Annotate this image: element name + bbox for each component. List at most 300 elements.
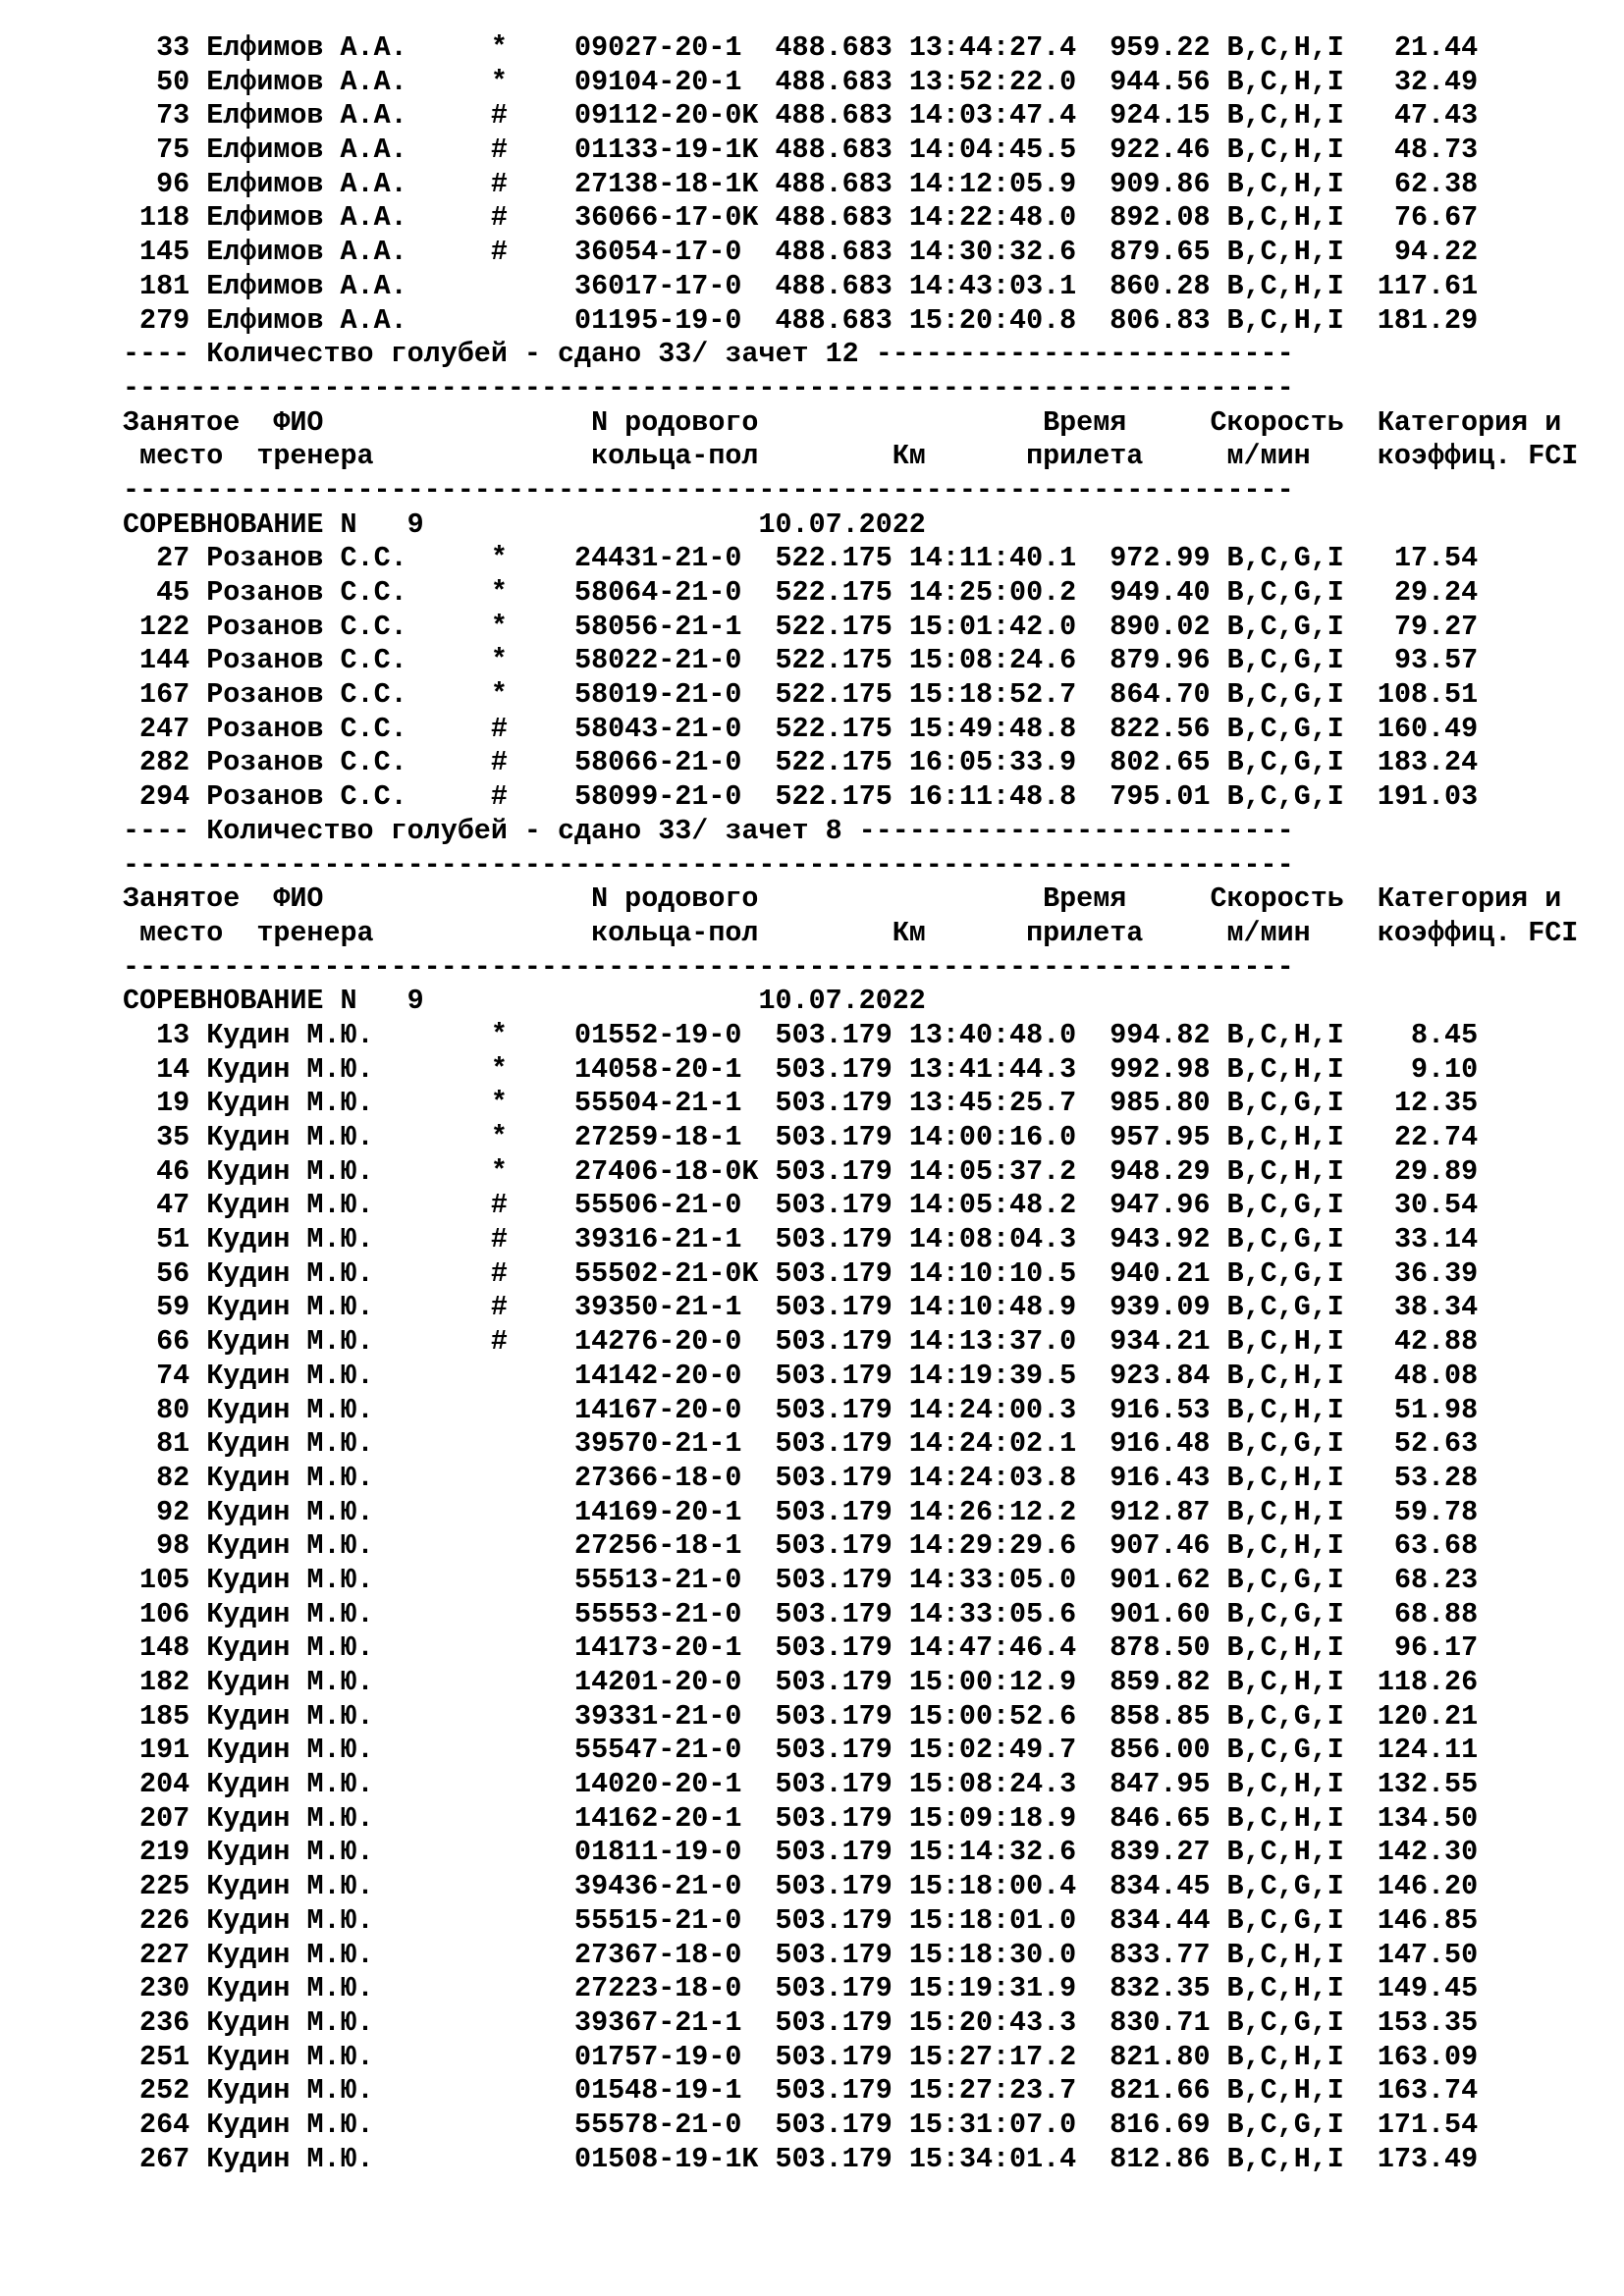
result-row [123,713,1578,747]
arrival-time: 14:11:40.1 [908,542,1077,575]
result-row [123,270,1578,304]
fci-coefficient: 68.88 [1393,1597,1479,1630]
speed: 939.09 [1110,1291,1211,1324]
mark: # [490,1223,508,1256]
arrival-time: 15:18:30.0 [908,1938,1077,1971]
arrival-time: 13:40:48.0 [908,1018,1077,1051]
arrival-time: 15:00:52.6 [908,1699,1077,1733]
trainer-name: Кудин М.Ю. [206,1223,374,1256]
mark: # [490,99,508,133]
speed: 846.65 [1110,1801,1211,1835]
result-row [123,1870,1578,1904]
speed: 839.27 [1110,1836,1211,1869]
distance-km: 503.179 [775,1938,893,1971]
speed: 985.80 [1110,1087,1211,1120]
competition-label: СОРЕВНОВАНИЕ N [123,985,357,1018]
fci-coefficient: 132.55 [1377,1768,1479,1801]
place: 35 [156,1121,190,1153]
column-header: N родового [591,882,759,916]
trainer-name: Кудин М.Ю. [206,1256,374,1290]
trainer-name: Кудин М.Ю. [206,1154,374,1188]
speed: 821.66 [1110,2074,1211,2108]
category: B,C,H,I [1226,1325,1344,1359]
distance-km: 503.179 [775,1734,893,1767]
result-row [123,99,1578,133]
fci-coefficient: 118.26 [1377,1666,1479,1698]
mark: * [490,1052,508,1086]
trainer-name: Кудин М.Ю. [206,1087,374,1120]
fci-coefficient: 21.44 [1393,31,1479,64]
fci-coefficient: 163.74 [1377,2074,1479,2108]
header-line-2 [123,440,1578,474]
place: 106 [139,1597,190,1630]
category: B,C,H,I [1226,1052,1344,1086]
mark: * [490,65,508,98]
speed: 940.21 [1110,1256,1211,1290]
column-header: Время [1043,882,1127,916]
place: 251 [139,2040,190,2073]
result-row [123,201,1578,236]
arrival-time: 15:27:17.2 [908,2040,1077,2073]
ring-number: 14142-20-0 [574,1359,742,1392]
fci-coefficient: 117.61 [1377,269,1479,302]
trainer-name: Елфимов А.А. [206,31,407,64]
distance-km: 503.179 [775,1325,893,1359]
arrival-time: 13:45:25.7 [908,1087,1077,1120]
mark: # [490,201,508,235]
arrival-time: 14:25:00.2 [908,576,1077,609]
distance-km: 503.179 [775,1903,893,1937]
mark: # [490,1291,508,1324]
place: 267 [139,2142,190,2175]
distance-km: 503.179 [775,2108,893,2141]
category: B,C,H,I [1226,1836,1344,1869]
category: B,C,G,I [1226,712,1344,745]
place: 191 [139,1734,190,1767]
arrival-time: 15:00:12.9 [908,1666,1077,1698]
fci-coefficient: 33.14 [1393,1223,1479,1256]
ring-number: 58099-21-0 [574,780,742,814]
result-row [123,2006,1578,2041]
trainer-name: Елфимов А.А. [206,201,407,235]
ring-number: 55506-21-0 [574,1189,742,1222]
category: B,C,H,I [1226,1121,1344,1153]
place: 81 [156,1427,190,1461]
category: B,C,G,I [1226,1903,1344,1937]
ring-number: 27138-18-1K [574,167,759,200]
arrival-time: 14:33:05.0 [908,1563,1077,1596]
result-row [123,1768,1578,1802]
distance-km: 503.179 [775,1427,893,1461]
result-row [123,746,1578,780]
fci-coefficient: 9.10 [1410,1052,1479,1086]
ring-number: 55515-21-0 [574,1903,742,1937]
column-header: FCI [1528,440,1579,473]
ring-number: 14167-20-0 [574,1393,742,1426]
category: B,C,H,I [1226,1018,1344,1051]
speed: 879.96 [1110,644,1211,677]
mark: * [490,1087,508,1120]
category: B,C,H,I [1226,1768,1344,1801]
speed: 795.01 [1110,780,1211,814]
speed: 924.15 [1110,99,1211,133]
place: 59 [156,1291,190,1324]
arrival-time: 15:20:40.8 [908,303,1077,337]
fci-coefficient: 62.38 [1393,167,1479,200]
fci-coefficient: 181.29 [1377,303,1479,337]
mark: # [490,1325,508,1359]
fci-coefficient: 17.54 [1393,542,1479,575]
arrival-time: 14:24:02.1 [908,1427,1077,1461]
speed: 994.82 [1110,1018,1211,1051]
place: 73 [156,99,190,133]
speed: 802.65 [1110,746,1211,779]
category: B,C,G,I [1226,2108,1344,2141]
distance-km: 522.175 [775,610,893,643]
place: 51 [156,1223,190,1256]
speed: 916.53 [1110,1393,1211,1426]
ring-number: 09112-20-0K [574,99,759,133]
speed: 879.65 [1110,236,1211,269]
result-row [123,1734,1578,1768]
distance-km: 503.179 [775,1052,893,1086]
distance-km: 503.179 [775,1223,893,1256]
fci-coefficient: 68.23 [1393,1563,1479,1596]
fci-coefficient: 48.08 [1393,1359,1479,1392]
column-header: N родового [591,405,759,439]
result-row [123,1631,1578,1666]
result-row [123,1904,1578,1939]
category: B,C,G,I [1226,1699,1344,1733]
category: B,C,G,I [1226,1189,1344,1222]
distance-km: 522.175 [775,576,893,609]
category: B,C,G,I [1226,678,1344,712]
place: 181 [139,269,190,302]
result-row [123,1257,1578,1292]
distance-km: 488.683 [775,303,893,337]
distance-km: 503.179 [775,1461,893,1494]
category: B,C,G,I [1226,1597,1344,1630]
trainer-name: Кудин М.Ю. [206,1325,374,1359]
place: 226 [139,1903,190,1937]
result-row [123,678,1578,713]
place: 225 [139,1870,190,1903]
mark: # [490,1189,508,1222]
category: B,C,H,I [1226,2040,1344,2073]
distance-km: 503.179 [775,1087,893,1120]
distance-km: 488.683 [775,99,893,133]
trainer-name: Розанов С.С. [206,678,407,712]
category: B,C,H,I [1226,1393,1344,1426]
category: B,C,H,I [1226,167,1344,200]
column-header: ФИО [273,405,324,439]
ring-number: 09027-20-1 [574,31,742,64]
speed: 806.83 [1110,303,1211,337]
result-row [123,611,1578,645]
summary-text: Количество голубей - сдано 33/ зачет 8 [189,814,859,847]
trainer-name: Кудин М.Ю. [206,1699,374,1733]
arrival-time: 14:19:39.5 [908,1359,1077,1392]
separator: ---------------------------------------------------------------------- [123,473,1294,507]
mark: # [490,1256,508,1290]
fci-coefficient: 142.30 [1377,1836,1479,1869]
fci-coefficient: 146.85 [1377,1903,1479,1937]
category: B,C,H,I [1226,99,1344,133]
speed: 830.71 [1110,2005,1211,2039]
category: B,C,H,I [1226,1529,1344,1563]
place: 264 [139,2108,190,2141]
arrival-time: 14:26:12.2 [908,1495,1077,1528]
ring-number: 01548-19-1 [574,2074,742,2108]
place: 75 [156,133,190,167]
fci-coefficient: 120.21 [1377,1699,1479,1733]
result-row [123,1394,1578,1428]
arrival-time: 15:18:00.4 [908,1870,1077,1903]
trainer-name: Кудин М.Ю. [206,2074,374,2108]
summary-line: ---- Количество голубей - сдано 33/ зачет 8 -------------------------- [123,814,1294,847]
fci-coefficient: 96.17 [1393,1631,1479,1665]
result-row [123,1121,1578,1155]
place: 45 [156,576,190,609]
category: B,C,G,I [1226,644,1344,677]
column-header: м/мин [1226,440,1311,473]
category: B,C,G,I [1226,576,1344,609]
ring-number: 01195-19-0 [574,303,742,337]
place: 230 [139,1972,190,2005]
fci-coefficient: 63.68 [1393,1529,1479,1563]
distance-km: 488.683 [775,167,893,200]
arrival-time: 14:03:47.4 [908,99,1077,133]
results-report [123,31,1578,2176]
category: B,C,G,I [1226,1427,1344,1461]
ring-number: 09104-20-1 [574,65,742,98]
distance-km: 503.179 [775,1597,893,1630]
result-row [123,1291,1578,1325]
speed: 822.56 [1110,712,1211,745]
ring-number: 14058-20-1 [574,1052,742,1086]
category: B,C,H,I [1226,133,1344,167]
speed: 834.44 [1110,1903,1211,1937]
arrival-time: 14:05:48.2 [908,1189,1077,1222]
ring-number: 01757-19-0 [574,2040,742,2073]
category: B,C,H,I [1226,2074,1344,2108]
speed: 864.70 [1110,678,1211,712]
ring-number: 27367-18-0 [574,1938,742,1971]
trainer-name: Кудин М.Ю. [206,1189,374,1222]
arrival-time: 14:04:45.5 [908,133,1077,167]
arrival-time: 14:30:32.6 [908,236,1077,269]
separator: ---------------------------------------------------------------------- [123,950,1294,984]
column-header: коэффиц. [1377,440,1512,473]
arrival-time: 14:24:03.8 [908,1461,1077,1494]
trainer-name: Розанов С.С. [206,780,407,814]
column-header: тренера [256,440,374,473]
arrival-time: 14:08:04.3 [908,1223,1077,1256]
speed: 912.87 [1110,1495,1211,1528]
category: B,C,G,I [1226,2005,1344,2039]
ring-number: 39350-21-1 [574,1291,742,1324]
place: 279 [139,303,190,337]
ring-number: 58043-21-0 [574,712,742,745]
speed: 922.46 [1110,133,1211,167]
header-line-1 [123,406,1578,441]
competition-line [123,985,1578,1019]
trainer-name: Кудин М.Ю. [206,2142,374,2175]
speed: 907.46 [1110,1529,1211,1563]
trainer-name: Кудин М.Ю. [206,1461,374,1494]
arrival-time: 15:08:24.6 [908,644,1077,677]
speed: 949.40 [1110,576,1211,609]
ring-number: 14173-20-1 [574,1631,742,1665]
category: B,C,G,I [1226,1734,1344,1767]
column-header: м/мин [1226,916,1311,949]
distance-km: 503.179 [775,1801,893,1835]
place: 227 [139,1938,190,1971]
competition-date: 10.07.2022 [758,507,926,541]
arrival-time: 15:18:01.0 [908,1903,1077,1937]
fci-coefficient: 146.20 [1377,1870,1479,1903]
result-row [123,1155,1578,1190]
mark: # [490,780,508,814]
fci-coefficient: 38.34 [1393,1291,1479,1324]
distance-km: 522.175 [775,712,893,745]
result-row [123,66,1578,100]
result-row [123,236,1578,270]
trainer-name: Кудин М.Ю. [206,1495,374,1528]
result-row [123,1802,1578,1837]
result-row [123,1666,1578,1700]
speed: 901.60 [1110,1597,1211,1630]
mark: * [490,542,508,575]
trainer-name: Кудин М.Ю. [206,2108,374,2141]
place: 247 [139,712,190,745]
column-header: тренера [256,916,374,949]
fci-coefficient: 29.89 [1393,1154,1479,1188]
mark: # [490,746,508,779]
trainer-name: Кудин М.Ю. [206,1836,374,1869]
result-row [123,1529,1578,1564]
speed: 943.92 [1110,1223,1211,1256]
ring-number: 01508-19-1K [574,2142,759,2175]
fci-coefficient: 108.51 [1377,678,1479,712]
fci-coefficient: 8.45 [1410,1018,1479,1051]
ring-number: 39316-21-1 [574,1223,742,1256]
ring-number: 39331-21-0 [574,1699,742,1733]
ring-number: 58056-21-1 [574,610,742,643]
result-row [123,780,1578,815]
fci-coefficient: 191.03 [1377,780,1479,814]
result-row [123,1427,1578,1462]
distance-km: 503.179 [775,2142,893,2175]
competition-line [123,508,1578,543]
arrival-time: 14:10:48.9 [908,1291,1077,1324]
speed: 812.86 [1110,2142,1211,2175]
place: 148 [139,1631,190,1665]
distance-km: 503.179 [775,1495,893,1528]
column-header: Скорость [1210,405,1344,439]
category: B,C,H,I [1226,65,1344,98]
place: 46 [156,1154,190,1188]
place: 182 [139,1666,190,1698]
place: 47 [156,1189,190,1222]
speed: 878.50 [1110,1631,1211,1665]
place: 80 [156,1393,190,1426]
place: 204 [139,1768,190,1801]
fci-coefficient: 134.50 [1377,1801,1479,1835]
fci-coefficient: 173.49 [1377,2142,1479,2175]
result-row [123,1360,1578,1394]
arrival-time: 15:19:31.9 [908,1972,1077,2005]
speed: 816.69 [1110,2108,1211,2141]
fci-coefficient: 183.24 [1377,746,1479,779]
category: B,C,H,I [1226,1495,1344,1528]
fci-coefficient: 94.22 [1393,236,1479,269]
category: B,C,H,I [1226,2142,1344,2175]
fci-coefficient: 22.74 [1393,1121,1479,1153]
fci-coefficient: 153.35 [1377,2005,1479,2039]
mark: * [490,678,508,712]
fci-coefficient: 51.98 [1393,1393,1479,1426]
category: B,C,G,I [1226,1256,1344,1290]
column-header: прилета [1026,916,1144,949]
distance-km: 503.179 [775,1291,893,1324]
ring-number: 39570-21-1 [574,1427,742,1461]
arrival-time: 14:24:00.3 [908,1393,1077,1426]
arrival-time: 16:05:33.9 [908,746,1077,779]
arrival-time: 13:44:27.4 [908,31,1077,64]
trainer-name: Кудин М.Ю. [206,1291,374,1324]
fci-coefficient: 76.67 [1393,201,1479,235]
category: B,C,G,I [1226,1291,1344,1324]
column-header: место [139,440,224,473]
trainer-name: Кудин М.Ю. [206,1597,374,1630]
competition-number: 9 [406,507,424,541]
speed: 858.85 [1110,1699,1211,1733]
trainer-name: Кудин М.Ю. [206,1801,374,1835]
category: B,C,H,I [1226,1938,1344,1971]
ring-number: 27366-18-0 [574,1461,742,1494]
distance-km: 503.179 [775,1768,893,1801]
distance-km: 503.179 [775,2074,893,2108]
place: 13 [156,1018,190,1051]
column-header: FCI [1528,916,1579,949]
ring-number: 14162-20-1 [574,1801,742,1835]
speed: 856.00 [1110,1734,1211,1767]
fci-coefficient: 12.35 [1393,1087,1479,1120]
trainer-name: Кудин М.Ю. [206,1427,374,1461]
ring-number: 55547-21-0 [574,1734,742,1767]
speed: 923.84 [1110,1359,1211,1392]
speed: 859.82 [1110,1666,1211,1698]
column-header: ФИО [273,882,324,916]
place: 19 [156,1087,190,1120]
result-row [123,1564,1578,1598]
speed: 959.22 [1110,31,1211,64]
distance-km: 488.683 [775,31,893,64]
ring-number: 36066-17-0K [574,201,759,235]
fci-coefficient: 48.73 [1393,133,1479,167]
trainer-name: Елфимов А.А. [206,133,407,167]
trainer-name: Кудин М.Ю. [206,1563,374,1596]
speed: 892.08 [1110,201,1211,235]
arrival-time: 14:10:10.5 [908,1256,1077,1290]
ring-number: 39367-21-1 [574,2005,742,2039]
distance-km: 503.179 [775,1699,893,1733]
fci-coefficient: 32.49 [1393,65,1479,98]
ring-number: 58019-21-0 [574,678,742,712]
separator: ---------------------------------------------------------------------- [123,371,1294,404]
result-row [123,2109,1578,2143]
